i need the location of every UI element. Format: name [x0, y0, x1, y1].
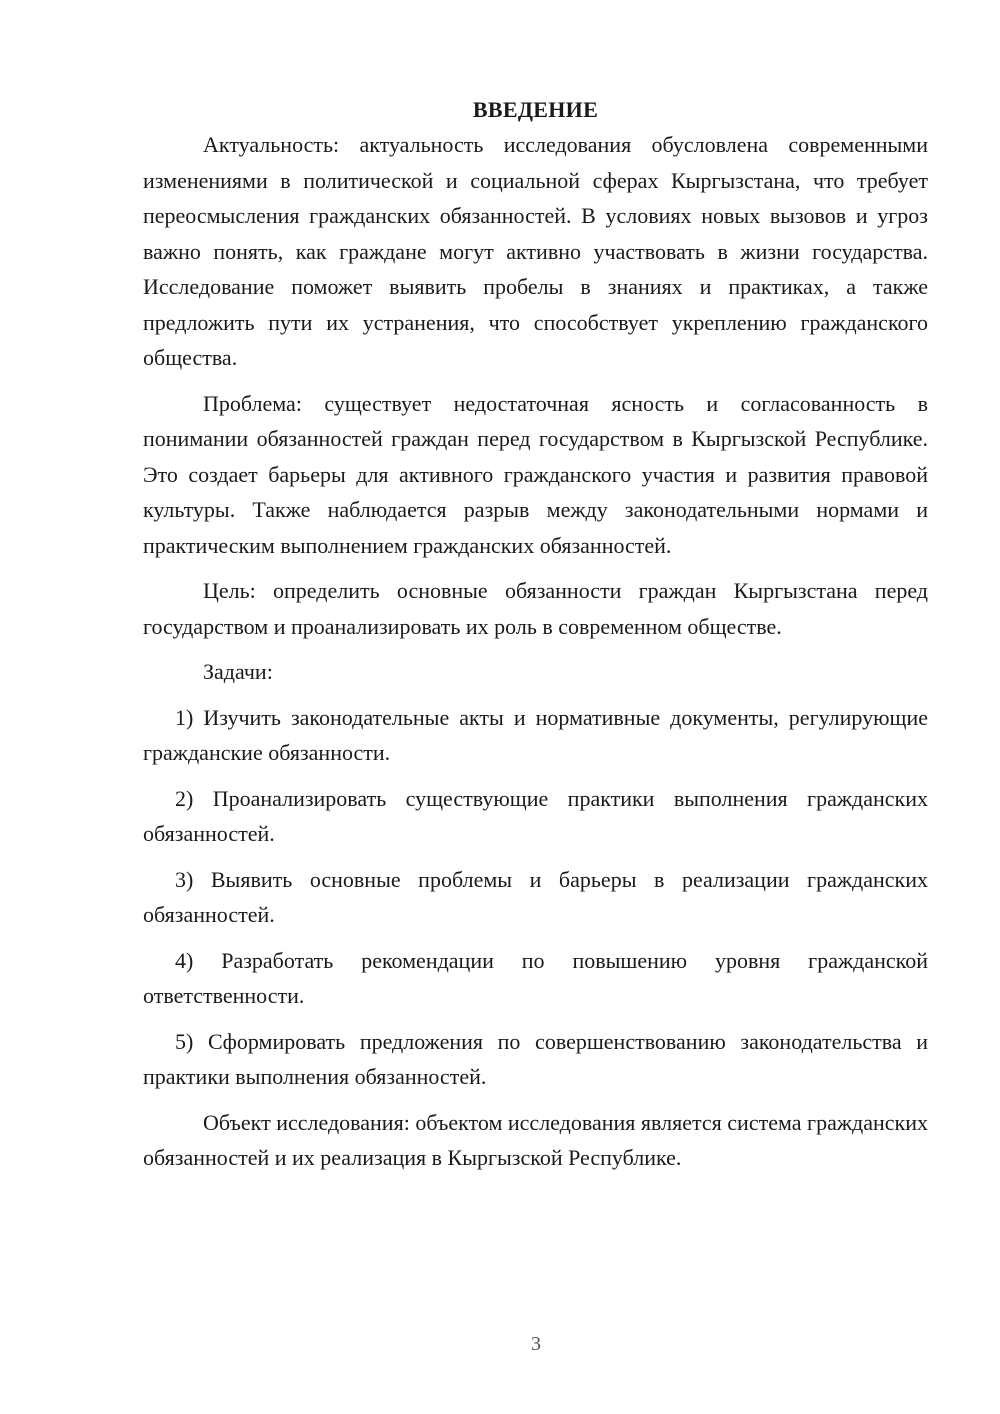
tasks-label: Задачи: [203, 659, 273, 684]
page-number: 3 [531, 1333, 541, 1355]
paragraph-problem: Проблема: существует недостаточная ясность и согласованность в понимании обязанностей граждан перед государством в Кыргызской Республике. Это создает барьеры для активного гражданского участия и развития правовой культуры. Также наблюдается разрыв между законодательными нормами и практическим выполнением гражданских обязанностей. [143, 390, 928, 558]
task-item-1: 1) Изучить законодательные акты и нормативные документы, регулирующие гражданские обязанности. [143, 704, 928, 765]
paragraph-object: Объект исследования: объектом исследования является система гражданских обязанностей и их реализация в Кыргызской Республике. [143, 1109, 928, 1170]
paragraph-relevance: Актуальность: актуальность исследования обусловлена современными изменениями в политической и социальной сферах Кыргызстана, что требует переосмысления гражданских обязанностей. В условиях новых вызовов и угроз важно понять, как граждане могут активно участвовать в жизни государства. Исследование поможет выявить пробелы в знаниях и практиках, а также предложить пути их устранения, что способствует укреплению гражданского общества. [143, 132, 928, 370]
task-item-5: 5) Сформировать предложения по совершенствованию законодательства и практики выполнения обязанностей. [143, 1028, 928, 1089]
page-heading: ВВЕДЕНИЕ [472, 97, 599, 122]
paragraph-goal: Цель: определить основные обязанности граждан Кыргызстана перед государством и проанализировать их роль в современном обществе. [143, 578, 928, 639]
task-item-4: 4) Разработать рекомендации по повышению уровня гражданской ответственности. [143, 947, 928, 1008]
task-item-2: 2) Проанализировать существующие практики выполнения гражданских обязанностей. [143, 785, 928, 846]
task-item-3: 3) Выявить основные проблемы и барьеры в реализации гражданских обязанностей. [143, 866, 928, 927]
page-content [143, 93, 928, 1176]
